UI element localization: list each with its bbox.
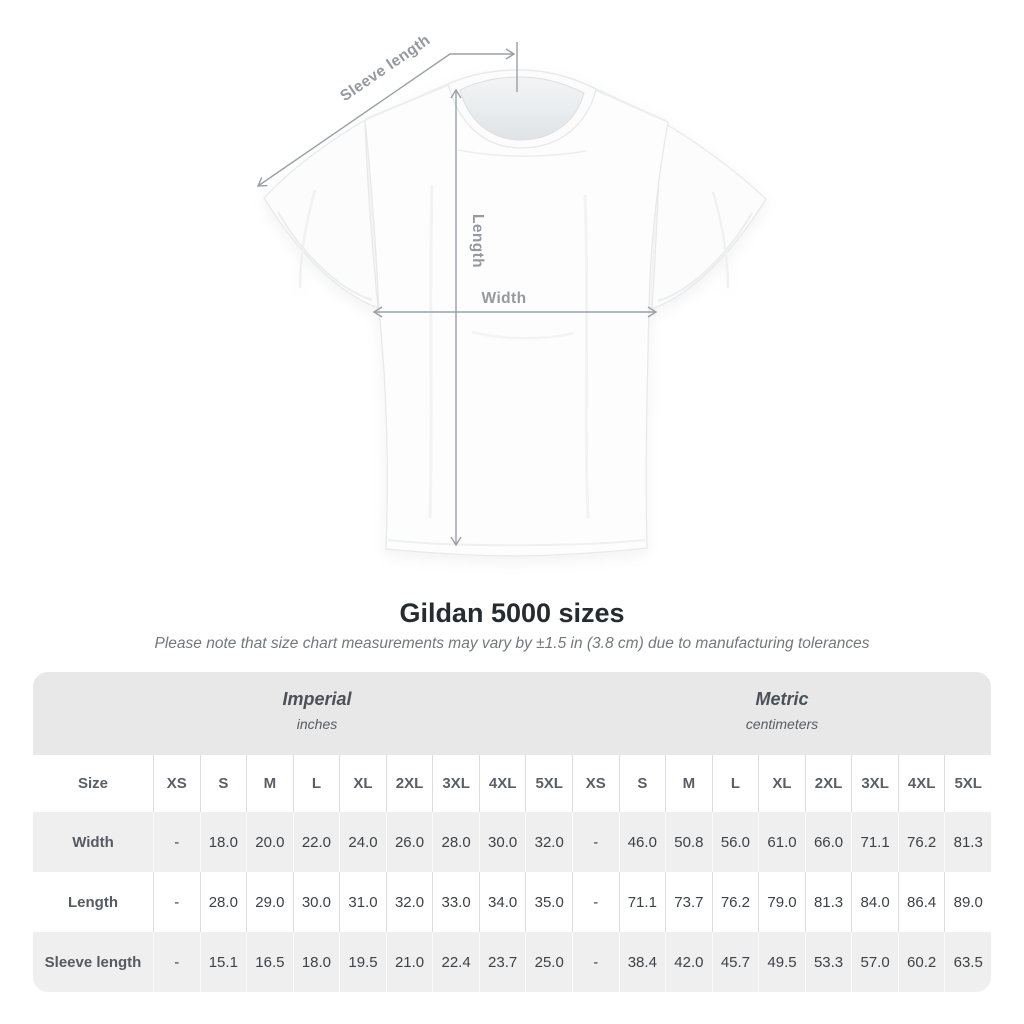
cell-sleeve-length-metric-4xl: 60.2	[898, 932, 945, 992]
cell-width-metric-s: 46.0	[619, 812, 666, 872]
cell-length-imperial-s: 28.0	[200, 872, 247, 932]
metric-label: Metric	[755, 689, 809, 709]
size-header-metric-3xl: 3XL	[851, 755, 898, 812]
cell-width-imperial-4xl: 30.0	[479, 812, 526, 872]
cell-width-metric-4xl: 76.2	[898, 812, 945, 872]
size-header-imperial-3xl: 3XL	[432, 755, 479, 812]
size-header-metric-s: S	[619, 755, 666, 812]
size-header-metric-l: L	[712, 755, 759, 812]
size-header-imperial-l: L	[293, 755, 340, 812]
cell-width-imperial-xs: -	[153, 812, 200, 872]
cell-length-metric-3xl: 84.0	[851, 872, 898, 932]
tshirt-illustration	[264, 70, 766, 556]
cell-sleeve-length-imperial-xl: 19.5	[339, 932, 386, 992]
cell-sleeve-length-imperial-xs: -	[153, 932, 200, 992]
cell-length-metric-5xl: 89.0	[944, 872, 991, 932]
cell-length-metric-xs: -	[572, 872, 619, 932]
size-header-imperial-xl: XL	[339, 755, 386, 812]
cell-width-metric-xl: 61.0	[758, 812, 805, 872]
sleeve-length-label: Sleeve length	[337, 31, 434, 106]
cell-sleeve-length-metric-xl: 49.5	[758, 932, 805, 992]
cell-length-imperial-2xl: 32.0	[386, 872, 433, 932]
imperial-unit-header	[282, 689, 351, 732]
cell-sleeve-length-metric-3xl: 57.0	[851, 932, 898, 992]
imperial-sublabel: inches	[296, 716, 338, 732]
cell-width-imperial-s: 18.0	[200, 812, 247, 872]
cell-width-imperial-2xl: 26.0	[386, 812, 433, 872]
size-header-metric-xl: XL	[758, 755, 805, 812]
cell-sleeve-length-metric-5xl: 63.5	[944, 932, 991, 992]
cell-width-metric-5xl: 81.3	[944, 812, 991, 872]
size-grid	[33, 755, 991, 992]
cell-length-metric-4xl: 86.4	[898, 872, 945, 932]
cell-length-metric-m: 73.7	[665, 872, 712, 932]
cell-sleeve-length-imperial-m: 16.5	[246, 932, 293, 992]
row-label-length: Length	[68, 893, 118, 911]
cell-length-metric-xl: 79.0	[758, 872, 805, 932]
size-header-metric-5xl: 5XL	[944, 755, 991, 812]
cell-sleeve-length-imperial-s: 15.1	[200, 932, 247, 992]
row-label-sleeve-length: Sleeve length	[33, 932, 153, 992]
cell-sleeve-length-metric-m: 42.0	[665, 932, 712, 992]
length-label: Length	[469, 213, 486, 269]
cell-length-imperial-4xl: 34.0	[479, 872, 526, 932]
cell-sleeve-length-metric-xs: -	[572, 932, 619, 992]
cell-length-imperial-5xl: 35.0	[525, 872, 572, 932]
size-header-metric-m: M	[665, 755, 712, 812]
size-header-metric-xs: XS	[572, 755, 619, 812]
row-label-width: Width	[33, 812, 153, 872]
size-table	[33, 672, 991, 992]
size-column-header: Size	[77, 775, 108, 792]
cell-length-metric-2xl: 81.3	[805, 872, 852, 932]
metric-unit-header	[746, 689, 818, 732]
cell-width-metric-m: 50.8	[665, 812, 712, 872]
cell-length-imperial-l: 30.0	[293, 872, 340, 932]
cell-width-imperial-xl: 24.0	[339, 812, 386, 872]
cell-width-imperial-3xl: 28.0	[432, 812, 479, 872]
cell-length-imperial-xl: 31.0	[339, 872, 386, 932]
size-header-imperial-5xl: 5XL	[525, 755, 572, 812]
cell-length-imperial-xs: -	[153, 872, 200, 932]
cell-sleeve-length-imperial-2xl: 21.0	[386, 932, 433, 992]
cell-width-imperial-l: 22.0	[293, 812, 340, 872]
cell-length-imperial-3xl: 33.0	[432, 872, 479, 932]
size-header-imperial-m: M	[246, 755, 293, 812]
cell-length-metric-s: 71.1	[619, 872, 666, 932]
cell-width-metric-2xl: 66.0	[805, 812, 852, 872]
cell-length-imperial-m: 29.0	[246, 872, 293, 932]
page-subtitle: Please note that size chart measurements may vary by ±1.5 in (3.8 cm) due to manufacturing tolerances	[154, 635, 870, 652]
cell-width-imperial-5xl: 32.0	[525, 812, 572, 872]
page-title: Gildan 5000 sizes	[399, 598, 625, 628]
cell-width-metric-l: 56.0	[712, 812, 759, 872]
cell-sleeve-length-imperial-3xl: 22.4	[432, 932, 479, 992]
size-header-imperial-s: S	[200, 755, 247, 812]
imperial-label: Imperial	[282, 689, 352, 709]
cell-sleeve-length-imperial-4xl: 23.7	[479, 932, 526, 992]
size-header-metric-2xl: 2XL	[805, 755, 852, 812]
size-header-imperial-2xl: 2XL	[386, 755, 433, 812]
width-label: Width	[481, 290, 527, 307]
metric-sublabel: centimeters	[745, 716, 819, 732]
cell-length-metric-l: 76.2	[712, 872, 759, 932]
unit-header-band	[33, 672, 991, 755]
size-header-imperial-xs: XS	[153, 755, 200, 812]
cell-sleeve-length-metric-2xl: 53.3	[805, 932, 852, 992]
cell-sleeve-length-metric-s: 38.4	[619, 932, 666, 992]
size-header-metric-4xl: 4XL	[898, 755, 945, 812]
title-block	[0, 598, 1024, 653]
cell-sleeve-length-imperial-l: 18.0	[293, 932, 340, 992]
cell-width-imperial-m: 20.0	[246, 812, 293, 872]
cell-sleeve-length-imperial-5xl: 25.0	[525, 932, 572, 992]
cell-width-metric-3xl: 71.1	[851, 812, 898, 872]
cell-width-metric-xs: -	[572, 812, 619, 872]
cell-sleeve-length-metric-l: 45.7	[712, 932, 759, 992]
size-header-imperial-4xl: 4XL	[479, 755, 526, 812]
